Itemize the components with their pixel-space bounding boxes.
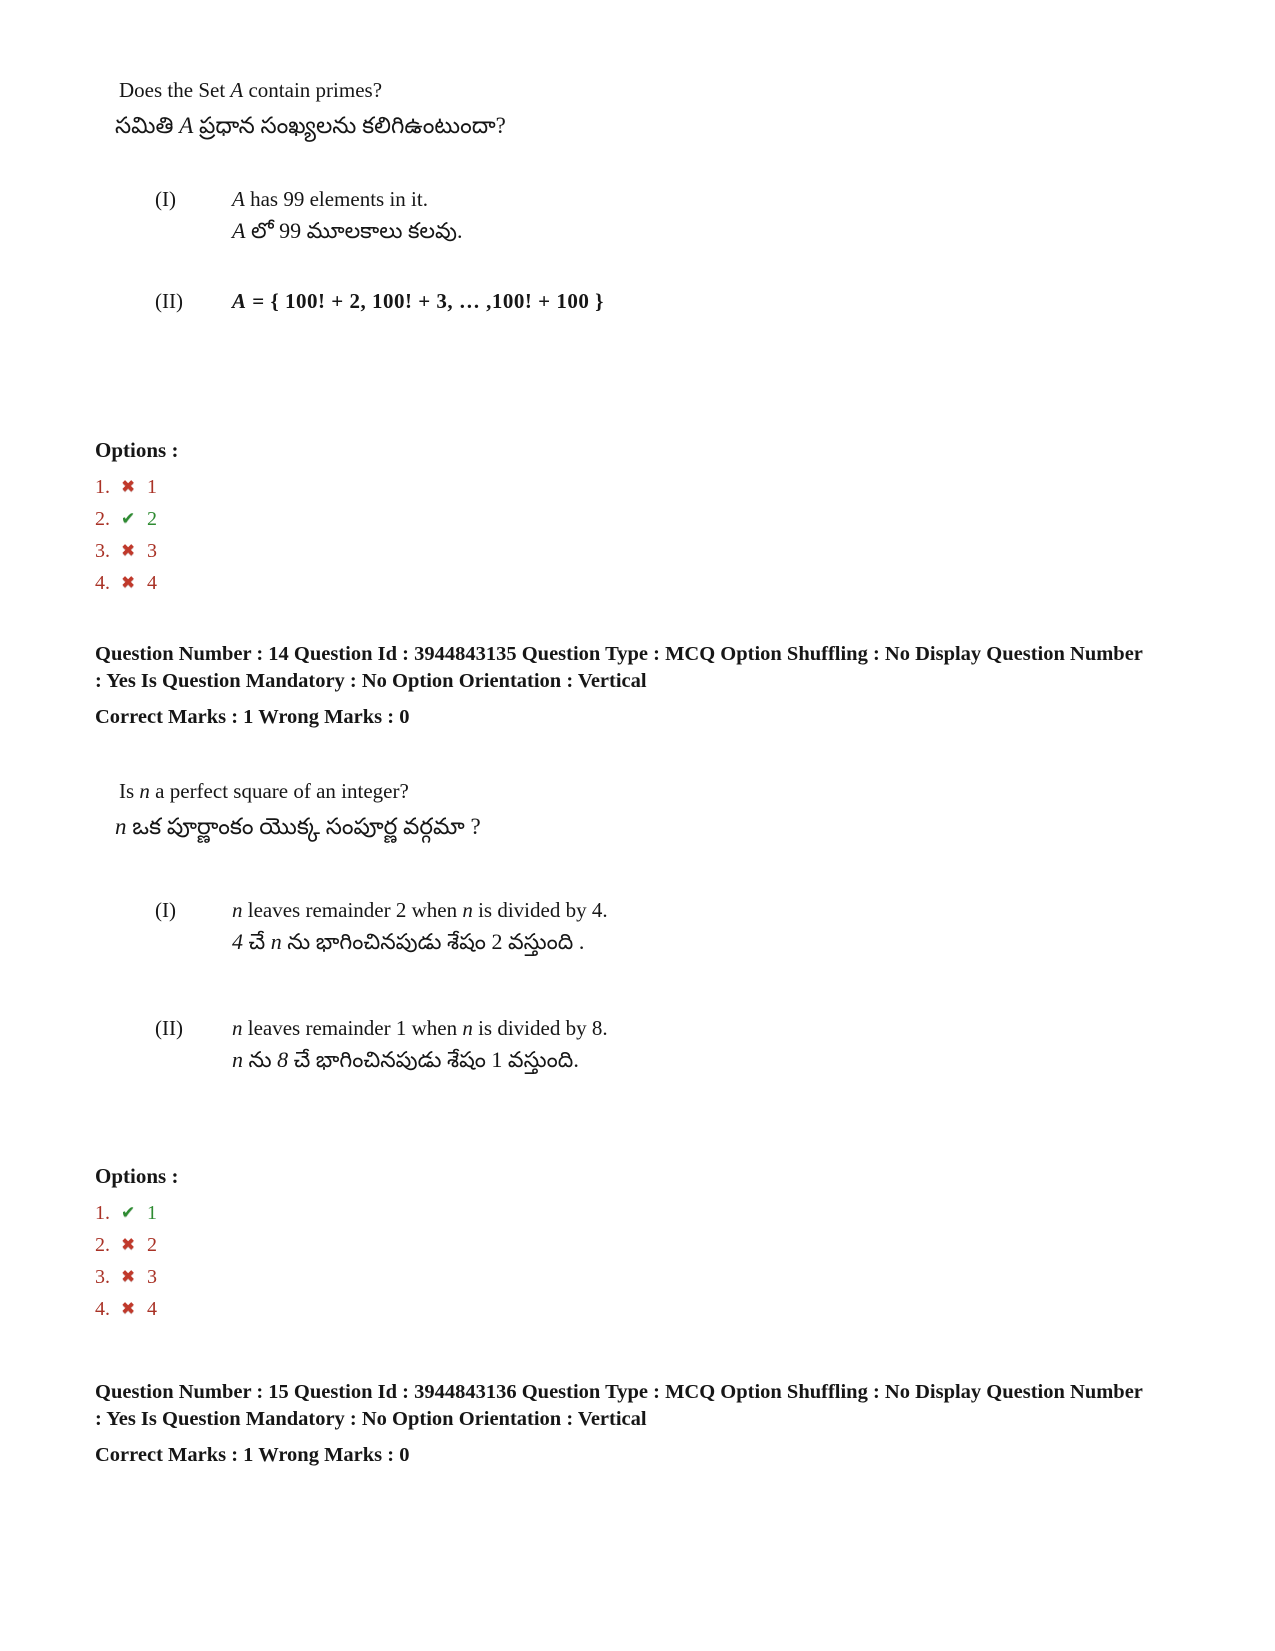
statement-text-te: n ను 8 చే భాగించినపుడు శేషం 1 వస్తుంది. bbox=[232, 1047, 579, 1073]
option-row bbox=[95, 567, 1205, 599]
question-15-metadata bbox=[95, 1379, 1143, 1469]
option-row bbox=[95, 471, 1205, 503]
option-row bbox=[95, 503, 1205, 535]
question-14-block bbox=[95, 779, 1205, 1325]
option-label: 4 bbox=[147, 1297, 157, 1320]
option-label: 1 bbox=[147, 475, 157, 498]
marks-line: Correct Marks : 1 Wrong Marks : 0 bbox=[95, 706, 410, 729]
statement-label: (II) bbox=[155, 289, 183, 313]
option-label: 1 bbox=[147, 1201, 157, 1224]
option-row bbox=[95, 1261, 1205, 1293]
wrong-cross-icon: ✖ bbox=[121, 1299, 136, 1320]
option-row bbox=[95, 535, 1205, 567]
question-13-prompt-en: Does the Set A contain primes? bbox=[119, 78, 383, 102]
question-13-prompt-te: సమితి A ప్రధాన సంఖ్యలను కలిగిఉంటుందా? bbox=[115, 113, 506, 138]
option-index: 4. bbox=[95, 571, 110, 594]
option-index: 4. bbox=[95, 1297, 110, 1320]
option-index: 2. bbox=[95, 1233, 110, 1256]
metadata-line: Question Number : 14 Question Id : 3944843135 Question Type : MCQ Option Shuffling : No Display Question Number : Yes Is Question Mandatory : No Option Orientation : Vertical bbox=[95, 643, 1143, 693]
correct-check-icon: ✔ bbox=[121, 509, 136, 529]
statement-II bbox=[95, 289, 1205, 320]
options-heading: Options : bbox=[95, 438, 179, 462]
statement-I bbox=[95, 898, 1205, 960]
question-14-prompt-en: Is n a perfect square of an integer? bbox=[119, 779, 409, 804]
wrong-cross-icon: ✖ bbox=[121, 541, 136, 561]
question-14-prompt-te: n ఒక పూర్ణాంకం యొక్క సంపూర్ణ వర్గమా ? bbox=[115, 814, 481, 840]
wrong-cross-icon: ✖ bbox=[121, 477, 136, 497]
wrong-cross-icon: ✖ bbox=[121, 1267, 136, 1288]
option-index: 1. bbox=[95, 1201, 110, 1224]
statement-text-te: 4 చే n ను భాగించినపుడు శేషం 2 వస్తుంది . bbox=[232, 929, 585, 955]
option-index: 1. bbox=[95, 475, 110, 498]
statement-math: A = { 100! + 2, 100! + 3, … ,100! + 100 } bbox=[232, 289, 604, 313]
marks-line: Correct Marks : 1 Wrong Marks : 0 bbox=[95, 1444, 410, 1467]
option-row bbox=[95, 1229, 1205, 1261]
correct-check-icon: ✔ bbox=[121, 1203, 136, 1224]
wrong-cross-icon: ✖ bbox=[121, 1235, 136, 1256]
option-row bbox=[95, 1293, 1205, 1325]
option-label: 4 bbox=[147, 571, 157, 594]
statement-text-en: A has 99 elements in it. bbox=[232, 187, 428, 211]
option-index: 3. bbox=[95, 1265, 110, 1288]
option-label: 2 bbox=[147, 507, 157, 530]
statement-I bbox=[95, 187, 1205, 249]
option-index: 2. bbox=[95, 507, 110, 530]
metadata-line: Question Number : 15 Question Id : 3944843136 Question Type : MCQ Option Shuffling : No Display Question Number : Yes Is Question Mandatory : No Option Orientation : Vertical bbox=[95, 1381, 1143, 1431]
statement-text-te: A లో 99 మూలకాలు కలవు. bbox=[232, 218, 463, 243]
statement-text-en: n leaves remainder 1 when n is divided by 8. bbox=[232, 1016, 608, 1041]
option-label: 3 bbox=[147, 1265, 157, 1288]
statement-II bbox=[95, 1016, 1205, 1078]
option-label: 2 bbox=[147, 1233, 157, 1256]
option-index: 3. bbox=[95, 539, 110, 562]
question-13-block bbox=[95, 78, 1205, 599]
option-label: 3 bbox=[147, 539, 157, 562]
wrong-cross-icon: ✖ bbox=[121, 573, 136, 593]
statement-text-en: n leaves remainder 2 when n is divided by 4. bbox=[232, 898, 608, 923]
statement-label: (I) bbox=[155, 898, 176, 923]
options-heading: Options : bbox=[95, 1164, 179, 1189]
question-14-metadata bbox=[95, 641, 1143, 731]
option-row bbox=[95, 1197, 1205, 1229]
statement-label: (I) bbox=[155, 187, 176, 211]
statement-label: (II) bbox=[155, 1016, 183, 1041]
